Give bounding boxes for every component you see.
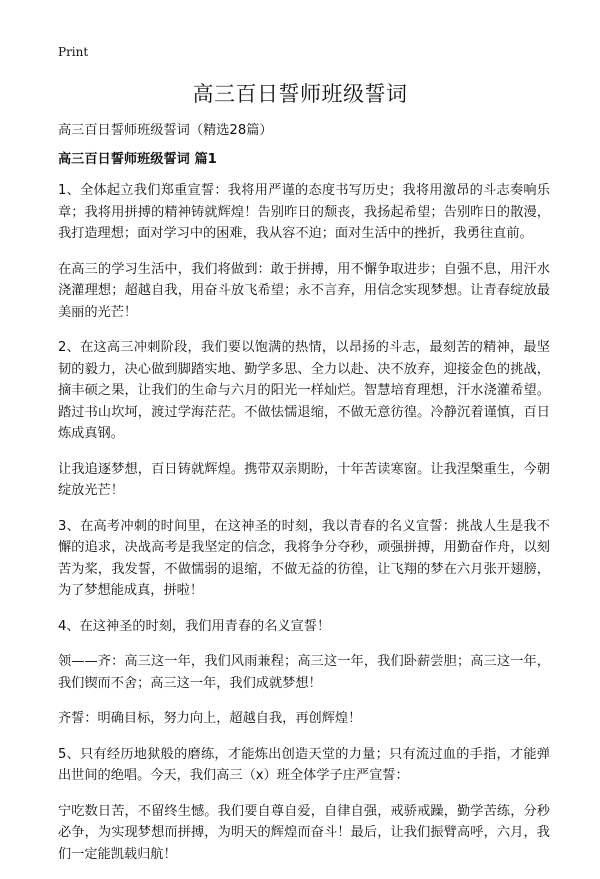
paragraph: 4、在这神圣的时刻，我们用青春的名义宣誓！ [58,618,331,634]
paragraph: 在高三的学习生活中，我们将做到：敢于拼搏，用不懈争取进步；自强不息，用汗水浇灌理想；超越自我，用奋斗放飞希望；永不言弃，用信念实现梦想。让青春绽放最美丽的光芒！ [58,261,550,320]
paragraph: 领——齐：高三这一年，我们风雨兼程；高三这一年，我们卧薪尝胆；高三这一年，我们锲而不舍；高三这一年，我们成就梦想！ [58,654,550,691]
paragraph: 2、在这高三冲刺阶段，我们要以饱满的热情，以昂扬的斗志，最刻苦的精神，最坚韧的毅力，决心做到脚踏实地、勤学多思、全力以赴、决不放弃，迎接金色的挑战，摘丰硕之果，让我们的生命与六月的阳光一样灿烂。智慧培育理想，汗水浇灌希望。踏过书山坎坷，渡过学海茫茫。不做怯懦退缩，不做无意彷徨。冷静沉着谨慎，百日炼成真钢。 [58,340,550,441]
document-body [58,180,550,879]
print-link[interactable]: Print [58,45,89,59]
paragraph: 宁吃数日苦，不留终生憾。我们要自尊自爱，自律自强，戒骄戒躁，勤学苦练，分秒必争，为实现梦想而拼搏，为明天的辉煌而奋斗！最后，让我们振臂高呼，六月，我们一定能凯载归航！ [58,803,550,862]
document-title: 高三百日誓师班级誓词 [192,82,408,106]
paragraph: 让我追逐梦想，百日铸就辉煌。携带双亲期盼，十年苦读寒窗。让我涅槃重生，今朝绽放光芒！ [58,461,550,498]
paragraph: 3、在高考冲刺的时间里，在这神圣的时刻，我以青春的名义宣誓：挑战人生是我不懈的追求，决战高考是我坚定的信念，我将争分夺秒，顽强拼搏，用勤奋作舟，以刻苦为桨，我发誓，不做懦弱的退缩，不做无益的彷徨，让飞翔的梦在六月张开翅膀，为了梦想能成真，拼啦！ [58,518,550,598]
document-subtitle: 高三百日誓师班级誓词（精选28篇） [58,123,273,138]
paragraph: 1、全体起立我们郑重宣誓：我将用严谨的态度书写历史；我将用激昂的斗志奏响乐章；我将用拼搏的精神铸就辉煌！告别昨日的颓丧，我扬起希望；告别昨日的散漫，我打造理想；面对学习中的困难，我从容不迫；面对生活中的挫折，我勇往直前。 [58,183,550,241]
paragraph: 齐誓：明确目标，努力向上，超越自我，再创辉煌！ [58,711,362,726]
paragraph: 5、只有经历地狱般的磨练，才能炼出创造天堂的力量；只有流过血的手指，才能弹出世间的绝唱。今天，我们高三（x）班全体学子庄严宣誓： [58,746,550,783]
section-title: 高三百日誓师班级誓词 篇1 [58,152,217,167]
